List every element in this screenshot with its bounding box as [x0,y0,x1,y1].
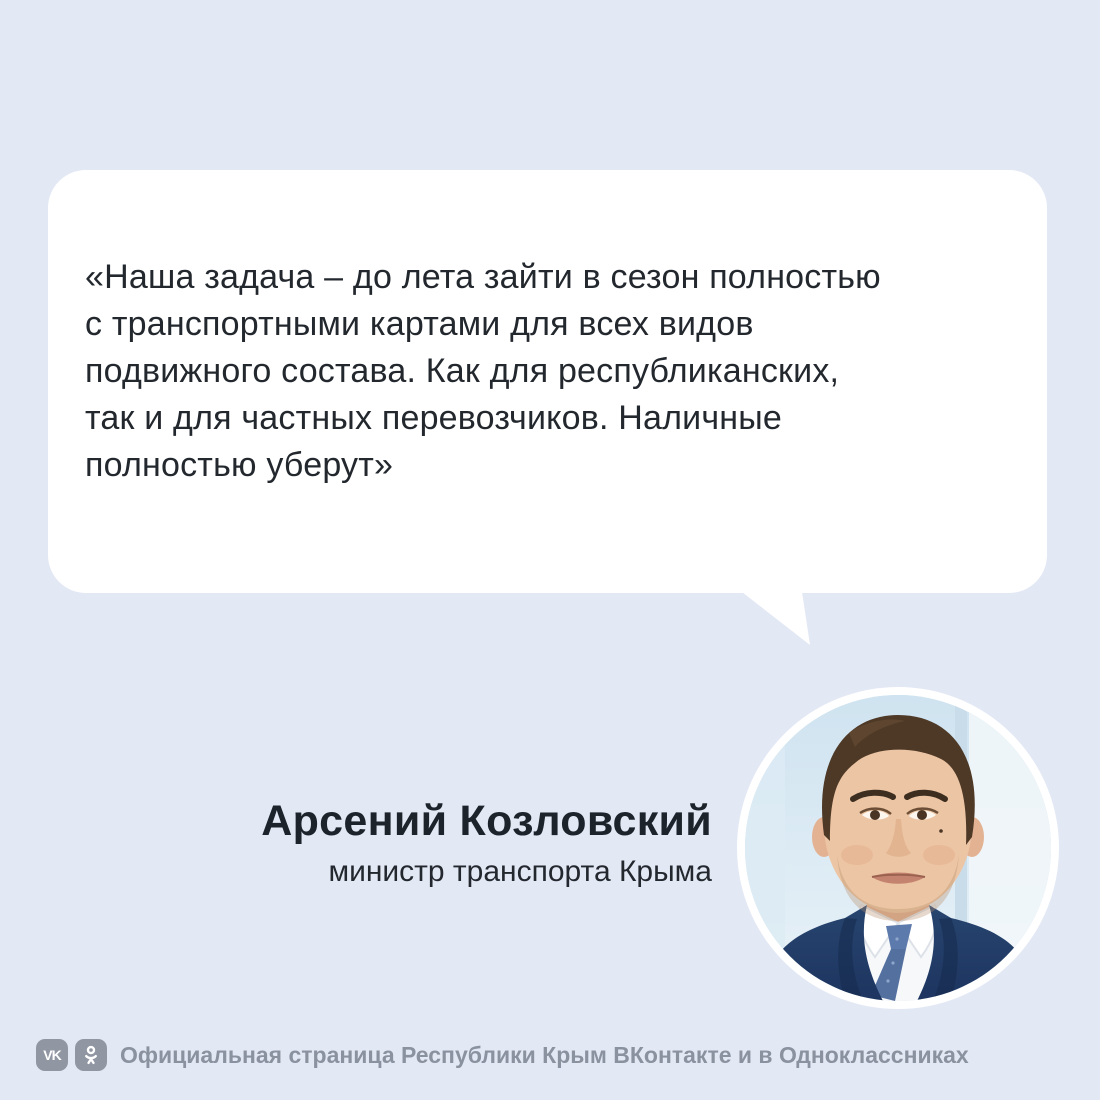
quote-line: полностью уберут» [85,446,394,484]
author-title: министр транспорта Крыма [328,855,712,888]
author-avatar [737,687,1059,1009]
footer [36,1039,969,1071]
author-name: Арсений Козловский [261,797,712,845]
bubble-tail [742,592,812,646]
quote-line: с транспортными картами для всех видов [85,305,754,343]
vk-logo-letters: VK [43,1047,61,1063]
portrait-photo [745,695,1051,1001]
ok-logo-figure [80,1044,102,1066]
ok-icon [75,1039,107,1071]
quote-bubble [48,170,1047,593]
footer-text: Официальная страница Республики Крым ВКонтакте и в Одноклассниках [120,1041,969,1068]
quote-line: так и для частных перевозчиков. Наличные [85,399,783,437]
quote-line: подвижного состава. Как для республиканских, [85,352,840,390]
author-block [0,797,712,889]
quote-line: «Наша задача – до лета зайти в сезон полностью [85,258,881,296]
vk-icon [36,1039,68,1071]
